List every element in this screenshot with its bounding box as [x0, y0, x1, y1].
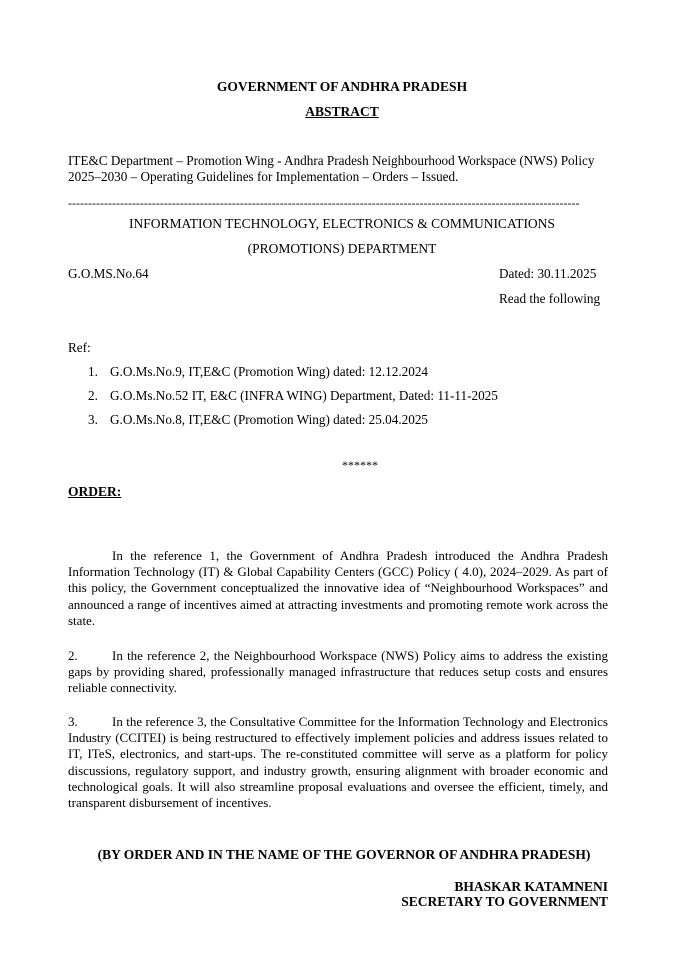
order-paragraph-2 [68, 648, 608, 697]
dashed-divider: -------------------------------------------------------------------------------------------------------------------------------- [68, 196, 580, 210]
order-heading: ORDER: [68, 484, 122, 499]
paragraph-1-text: In the reference 1, the Government of Andhra Pradesh introduced the Andhra Pradesh Information Technology (IT) & Global Capability Centers (GCC) Policy ( 4.0), 2024–2029. As part of this policy, the Government conceptualized the innovative idea of “Neighbourhood Workspaces” and announced a range of incentives aimed at attracting investments and promoting remote work across the state. [68, 548, 608, 628]
department-line-2: (PROMOTIONS) DEPARTMENT [247, 241, 437, 256]
reference-number: 3. [88, 412, 98, 427]
paragraph-2-number: 2. [68, 648, 78, 663]
reference-item [88, 388, 498, 404]
signatory-title: SECRETARY TO GOVERNMENT [401, 894, 608, 909]
reference-number: 2. [88, 388, 98, 403]
reference-text: G.O.Ms.No.52 IT, E&C (INFRA WING) Department, Dated: 11-11-2025 [110, 388, 498, 403]
reference-number: 1. [88, 364, 98, 379]
reference-item [88, 412, 428, 428]
signatory-name: BHASKAR KATAMNENI [454, 879, 608, 894]
order-paragraph-3 [68, 714, 608, 811]
department-line-1: INFORMATION TECHNOLOGY, ELECTRONICS & COMMUNICATIONS [129, 216, 555, 231]
section-separator-stars: ****** [342, 458, 378, 472]
government-heading: GOVERNMENT OF ANDHRA PRADESH [216, 79, 468, 94]
references-label: Ref: [68, 340, 91, 355]
order-paragraph-1 [68, 548, 608, 629]
read-following-text: Read the following [499, 291, 601, 306]
subject-text: ITE&C Department – Promotion Wing - Andhra Pradesh Neighbourhood Workspace (NWS) Policy 2025–2030 – Operating Guidelines for Implementation – Orders – Issued. [68, 153, 595, 184]
abstract-heading: ABSTRACT [305, 104, 379, 119]
reference-text: G.O.Ms.No.9, IT,E&C (Promotion Wing) dated: 12.12.2024 [110, 364, 429, 379]
dated-text: Dated: 30.11.2025 [499, 266, 597, 281]
reference-text: G.O.Ms.No.8, IT,E&C (Promotion Wing) dated: 25.04.2025 [110, 412, 429, 427]
by-order-line: (BY ORDER AND IN THE NAME OF THE GOVERNOR OF ANDHRA PRADESH) [97, 847, 591, 862]
go-number: G.O.MS.No.64 [68, 266, 149, 281]
paragraph-2-text: In the reference 2, the Neighbourhood Workspace (NWS) Policy aims to address the existing gaps by providing shared, professionally managed infrastructure that reduces setup costs and ensures reliable connectivity. [68, 648, 608, 696]
paragraph-3-text: In the reference 3, the Consultative Committee for the Information Technology and Electronics Industry (CCITEI) is being restructured to effectively implement policies and address issues related to IT, ITeS, electronics, and start-ups. The re-constituted committee will serve as a platform for policy discussions, regulatory support, and industry growth, ensuring alignment with broader economic and technological goals. It will also streamline proposal evaluations and oversee the efficient, timely, and transparent disbursement of incentives. [68, 714, 608, 811]
reference-item [88, 364, 428, 380]
paragraph-3-number: 3. [68, 714, 78, 729]
